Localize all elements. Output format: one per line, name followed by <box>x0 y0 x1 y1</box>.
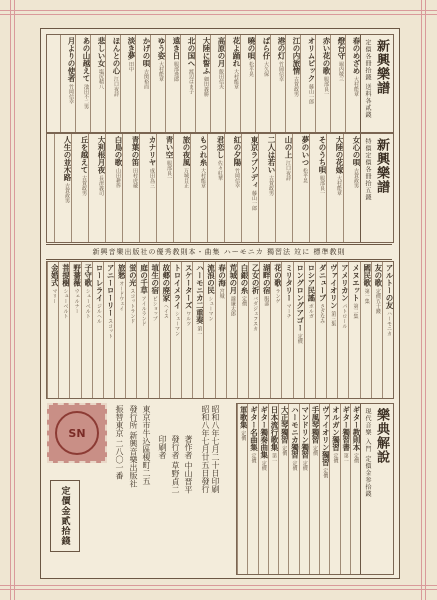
catalog-entry <box>258 134 275 242</box>
border-line <box>425 0 426 600</box>
mid-catalog-section <box>46 133 394 243</box>
entry-title: ギター名曲集 <box>249 406 259 451</box>
catalog-entry <box>326 134 343 242</box>
entry-subtitle: 松平晃 <box>302 168 308 184</box>
entry-title: 友の歌 <box>373 264 383 287</box>
entry-title: オルガン獨習 <box>331 406 341 451</box>
entry-title: 流浪の民 <box>206 264 216 294</box>
entry-subtitle: 細田義勝 <box>203 76 209 97</box>
entry-subtitle: 古関裕而 <box>143 69 149 90</box>
entry-title: ミリタリー <box>284 264 294 302</box>
catalog-entry <box>181 262 192 398</box>
entry-subtitle: ボルガ <box>307 303 314 319</box>
entry-subtitle: 渡辺はま子 <box>188 69 194 95</box>
entry-title: ロシア民謠 <box>306 264 316 302</box>
catalog-entry <box>122 134 139 242</box>
catalog-entry <box>224 134 241 242</box>
entry-subtitle: シューマン <box>207 296 214 322</box>
entry-subtitle: 第三集 <box>330 311 337 327</box>
entry-title: 乙女の祈 <box>251 264 261 294</box>
catalog-entry <box>285 35 300 132</box>
entry-subtitle: 大村能章 <box>353 76 359 97</box>
entry-subtitle: 服部逸郎 <box>173 61 179 82</box>
catalog-entry <box>237 262 248 398</box>
entry-title: 北の国へ <box>187 37 196 67</box>
entry-subtitle: パトロール <box>341 303 348 329</box>
entry-title: 遠き日 <box>172 37 181 60</box>
catalog-entry <box>345 35 360 132</box>
entry-subtitle: マーチ <box>285 303 292 319</box>
catalog-entry <box>225 35 240 132</box>
catalog-entry <box>315 35 330 132</box>
entry-subtitle: 定價 <box>281 445 288 456</box>
catalog-entry <box>150 35 165 132</box>
entry-subtitle: 大久保 <box>263 61 269 77</box>
entry-subtitle: 定價 <box>296 333 303 344</box>
price-box: 定價金貳拾錢 <box>50 480 80 552</box>
catalog-entry <box>299 404 309 574</box>
entry-subtitle: 竹岡信幸 <box>234 168 240 189</box>
entry-subtitle: 田中 <box>128 61 134 72</box>
entry-title: オリムピック <box>307 37 316 82</box>
entry-title: アルトーの友 <box>385 264 394 309</box>
entry-subtitle: 第一 <box>342 453 349 464</box>
entry-subtitle: 定價 <box>240 296 247 307</box>
border-line <box>14 0 15 600</box>
entry-subtitle: 定價 <box>250 453 257 464</box>
entry-title: 丘を越えて <box>80 136 89 174</box>
entry-title: 人生の並木路 <box>63 136 72 181</box>
border-line <box>0 14 437 15</box>
entry-subtitle: 服部良一 <box>166 160 172 181</box>
entry-title: 旅の夜風 <box>182 136 191 166</box>
entry-title: 花の歌 <box>273 264 283 287</box>
catalog-entry <box>255 35 270 132</box>
entry-title: アニーローリー <box>106 264 116 317</box>
entry-subtitle: 池田不二男 <box>83 84 89 110</box>
entry-title: 月よりの使者 <box>67 37 76 82</box>
catalog-entry <box>340 404 350 574</box>
catalog-entry <box>69 262 80 398</box>
catalog-entry <box>159 262 170 398</box>
catalog-entry <box>192 262 203 398</box>
catalog-entry <box>343 134 360 242</box>
entry-subtitle: 竹岡信幸 <box>68 84 74 105</box>
entry-title: 大利根月夜 <box>97 136 106 174</box>
entry-title: 湖畔の宿 <box>262 264 272 294</box>
entry-subtitle: 大村能章 <box>233 69 239 90</box>
colophon-line: 東京市牛込區榎町二五 <box>142 405 151 485</box>
catalog-entry <box>350 404 360 574</box>
entry-subtitle: ランゲ <box>274 288 281 304</box>
catalog-entry <box>237 404 247 574</box>
entry-title: 春のめざめ <box>352 37 361 75</box>
entry-title: ヴァイオリン獨習 <box>321 406 331 466</box>
entry-subtitle: 佐々紅華 <box>217 160 223 181</box>
entry-subtitle: 定價 <box>291 460 298 471</box>
entry-subtitle: 堀内敬三 <box>338 61 344 82</box>
catalog-entry <box>215 262 226 398</box>
entry-title: 二人は若い <box>267 136 276 174</box>
revenue-stamp <box>47 403 107 463</box>
catalog-entry <box>226 262 237 398</box>
entry-title: ハーモニカ獨習 <box>290 406 300 459</box>
entry-title: 白銀の糸 <box>239 264 249 294</box>
catalog-entry <box>165 35 180 132</box>
catalog-entry <box>330 35 345 132</box>
entry-title: メヌエット <box>351 264 361 302</box>
entry-subtitle: 江口夜詩 <box>113 76 119 97</box>
entry-subtitle: スコット <box>107 318 114 339</box>
catalog-entry <box>135 35 150 132</box>
entry-subtitle: 藤山一郎 <box>308 84 314 105</box>
entry-subtitle: 江口夜詩 <box>285 160 291 181</box>
entry-title: ギター獨習書 <box>341 406 351 451</box>
entry-title: 金婚式 <box>50 264 60 287</box>
catalog-entry <box>288 404 298 574</box>
catalog-entry <box>293 262 304 398</box>
entry-subtitle: 服部良一 <box>319 175 325 196</box>
border-line <box>0 585 437 586</box>
entry-title: マンドリン獨習 <box>300 406 310 459</box>
catalog-entry <box>90 35 105 132</box>
border-line <box>0 10 437 11</box>
entry-subtitle: 宮城 <box>218 288 225 299</box>
catalog-entry <box>247 404 257 574</box>
entry-subtitle: 松平晃 <box>248 61 254 77</box>
entry-subtitle: ビショップ <box>151 296 158 322</box>
catalog-entry <box>371 262 382 398</box>
catalog-entry <box>329 404 339 574</box>
catalog-entry <box>88 134 105 242</box>
catalog-entry <box>71 134 88 242</box>
entry-subtitle: 定價 <box>260 460 267 471</box>
colophon-line: 印刷者 <box>158 435 167 459</box>
catalog-entry <box>170 262 181 398</box>
entry-subtitle: 田村虎蔵 <box>132 168 138 189</box>
lower-catalog-section <box>46 261 394 399</box>
catalog-entry <box>120 35 135 132</box>
entry-subtitle: 古賀政男 <box>81 175 87 196</box>
entry-title: 君恋し <box>216 136 225 159</box>
colophon-line: 振替東京 二八〇一番 <box>115 405 124 480</box>
entry-subtitle: 竹岡信幸 <box>278 61 284 82</box>
entry-subtitle: 服部良一 <box>323 76 329 97</box>
entry-title: トロイメライ <box>173 264 183 309</box>
catalog-entry <box>203 262 214 398</box>
entry-title: 荒城の月 <box>228 264 238 294</box>
entry-title: ばら仔 <box>262 37 271 60</box>
entry-title: 江の内旅情 <box>292 37 301 75</box>
entry-title: ローレライ <box>94 264 104 302</box>
entry-title: 青葉の笛 <box>131 136 140 166</box>
catalog-entry <box>270 262 281 398</box>
top-catalog-title: 新興樂譜 定價各冊拾錢 送料各貳錢 <box>360 35 393 132</box>
entry-title: 淡き夢 <box>127 37 136 60</box>
entry-title: 山の上 <box>284 136 293 159</box>
entry-title: 悲しい女 <box>97 37 106 67</box>
catalog-entry <box>278 404 288 574</box>
entry-subtitle: バダジェフスカ <box>252 296 259 332</box>
entry-title: 青い空 <box>165 136 174 159</box>
catalog-entry <box>103 262 114 398</box>
entry-title: ギター教則本 <box>352 406 361 451</box>
catalog-entry <box>58 262 69 398</box>
catalog-entry <box>136 262 147 398</box>
entry-title: 旅愁 <box>117 264 127 279</box>
entry-title: 赤い花の歌 <box>322 37 331 75</box>
entry-title: ハーモニカ二重奏 <box>195 264 205 324</box>
method-books-title: 樂典解說 現代音樂 入門 定價金参拾錢 <box>360 404 393 574</box>
catalog-entry <box>292 134 309 242</box>
catalog-entry <box>268 404 278 574</box>
catalog-entry <box>281 262 292 398</box>
border-line <box>10 0 11 600</box>
colophon-line: 發行所 新興音樂出版社 <box>129 405 138 488</box>
entry-subtitle: スコットランド <box>129 288 136 324</box>
border-line <box>421 0 422 600</box>
catalog-entry <box>180 35 195 132</box>
entry-title: 大陸に誓ふ <box>202 37 211 75</box>
colophon-line: 著作者 中山晋平 <box>184 435 193 494</box>
top-catalog-section <box>46 34 394 133</box>
catalog-entry <box>319 404 329 574</box>
entry-subtitle: 服部 <box>263 296 270 307</box>
entry-subtitle: シューベルト <box>62 288 69 319</box>
entry-subtitle: 万城目正 <box>183 168 189 189</box>
catalog-entry <box>190 134 207 242</box>
entry-subtitle: 第二集 <box>352 303 359 319</box>
entry-title: 野薔薇 <box>72 264 82 287</box>
entry-subtitle: 定價 <box>240 430 247 441</box>
entry-title: 國民歌 <box>362 264 372 287</box>
entry-subtitle: 定價 <box>353 453 359 464</box>
catalog-entry <box>47 262 58 398</box>
entry-subtitle: さざなみ <box>319 303 326 324</box>
catalog-entry <box>75 35 90 132</box>
entry-subtitle: 藤山一郎 <box>251 190 257 211</box>
entry-subtitle: ハーモニカ <box>386 311 392 337</box>
catalog-entry <box>148 262 159 398</box>
catalog-entry <box>275 134 292 242</box>
entry-subtitle: 定價 <box>301 460 308 471</box>
entry-subtitle: 大村能章 <box>336 175 342 196</box>
mid-catalog-title: 新興樂譜 特價定價各冊拾五錢 <box>360 134 393 242</box>
entry-subtitle: ワルツ <box>185 311 192 327</box>
catalog-entry <box>210 35 225 132</box>
catalog-entry <box>156 134 173 242</box>
entry-title: アメリカン <box>340 264 350 302</box>
entry-title: あの山越えて <box>82 37 91 82</box>
catalog-entry <box>173 134 190 242</box>
catalog-entry <box>382 262 393 398</box>
entry-title: 大陸の花嫁 <box>335 136 344 174</box>
catalog-entry <box>81 262 92 398</box>
entry-subtitle: 第一集 <box>363 288 370 304</box>
entry-title: 故郷の廃家 <box>161 264 171 302</box>
catalog-entry <box>348 262 359 398</box>
entry-title: 東京ラプソディ <box>250 136 259 189</box>
entry-subtitle: 定價 <box>332 453 339 464</box>
catalog-entry <box>259 262 270 398</box>
catalog-entry <box>54 134 71 242</box>
entry-subtitle: 成田為三 <box>149 168 155 189</box>
entry-title: スケーターズ <box>184 264 194 309</box>
catalog-entry <box>240 35 255 132</box>
entry-title: 日本流行歌集 <box>270 406 279 451</box>
catalog-entry <box>360 262 371 398</box>
catalog-entry <box>125 262 136 398</box>
entry-subtitle: ヘイス <box>162 303 169 319</box>
entry-subtitle: 長津義司 <box>98 175 104 196</box>
catalog-entry <box>195 35 210 132</box>
entry-subtitle: 古賀政男 <box>268 175 274 196</box>
entry-subtitle: アイルランド <box>140 296 147 327</box>
entry-title: ほんとの心 <box>112 37 121 75</box>
entry-title: ダニューブ <box>318 264 328 302</box>
entry-subtitle: オードウェイ <box>118 281 125 312</box>
entry-title: ロングロングアゴー <box>295 264 305 332</box>
entry-subtitle: 飯田信夫 <box>218 69 224 90</box>
entry-subtitle: 大村能章 <box>158 61 164 82</box>
colophon-line: 昭和八年七月二十日印刷 <box>211 405 220 493</box>
entry-title: 庭の千草 <box>139 264 149 294</box>
entry-title: ゆう姿 <box>157 37 166 60</box>
entry-subtitle: マリー <box>51 288 58 304</box>
entry-title: 軍歌集 <box>239 406 249 429</box>
catalog-entry <box>337 262 348 398</box>
method-books-section <box>236 403 394 575</box>
entry-subtitle: 定價 <box>322 468 329 479</box>
entry-subtitle: 定價五十錢 <box>374 288 381 314</box>
entry-subtitle: 第一 <box>196 326 203 337</box>
entry-title: そのうち唄 <box>318 136 327 174</box>
catalog-entry <box>315 262 326 398</box>
entry-title: ギター獨奏曲集 <box>259 406 269 459</box>
entry-title: 埴生の宿 <box>150 264 160 294</box>
entry-subtitle: 古賀政男 <box>353 168 359 189</box>
catalog-entry <box>92 262 103 398</box>
entry-title: 手風琴獨習 <box>311 406 320 444</box>
entry-subtitle: 古賀政男 <box>64 183 70 204</box>
entry-title: 高原の月 <box>217 37 226 67</box>
catalog-entry <box>241 134 258 242</box>
entry-title: 紅の夕陽 <box>233 136 242 166</box>
entry-title: 花よ踊れ <box>232 37 241 67</box>
entry-subtitle: 定價 <box>312 445 318 456</box>
entry-title: 女心の唄 <box>352 136 361 166</box>
entry-title: かげの唄 <box>142 37 151 67</box>
entry-subtitle: 瀧廉太郎 <box>229 296 236 317</box>
catalog-entry <box>60 35 75 132</box>
colophon-line: 昭和八年七月廿五日發行 <box>201 405 210 493</box>
catalog-entry <box>300 35 315 132</box>
colophon-line: 發行者 草野貞二 <box>171 435 180 494</box>
entry-title: 白鳥の歌 <box>114 136 123 166</box>
catalog-entry <box>326 262 337 398</box>
entry-subtitle: シューベルト <box>84 288 91 319</box>
stamp-seal: SN <box>55 411 99 455</box>
entry-title: もつれ糸 <box>199 136 208 166</box>
entry-subtitle: 大村能章 <box>200 168 206 189</box>
catalog-entry <box>304 262 315 398</box>
entry-title: 子守歌 <box>83 264 93 287</box>
entry-title: 菩提樹 <box>61 264 71 287</box>
entry-title: 燈台守 <box>337 37 346 60</box>
entry-subtitle: 第一 <box>271 453 277 464</box>
publisher-banner: 新興音樂出版社の優秀教則本・曲集 ハーモニカ 獨習法 竝に 標準教則 <box>46 244 392 260</box>
entry-title: カナリヤ <box>148 136 157 166</box>
entry-subtitle: ジルヘル <box>95 303 102 324</box>
entry-subtitle: 山田耕筰 <box>115 168 121 189</box>
catalog-entry <box>309 404 319 574</box>
entry-title: 春の海 <box>217 264 227 287</box>
entry-title: 大正琴獨習 <box>280 406 290 444</box>
catalog-entry <box>270 35 285 132</box>
entry-subtitle: 塩尻精八 <box>98 69 104 90</box>
catalog-entry <box>207 134 224 242</box>
catalog-entry <box>258 404 268 574</box>
entry-title: 曉の唄 <box>247 37 256 60</box>
catalog-entry <box>309 134 326 242</box>
entry-title: 蛍の光 <box>128 264 138 287</box>
border-line <box>0 589 437 590</box>
entry-subtitle: シューマン <box>174 311 181 337</box>
catalog-entry <box>139 134 156 242</box>
catalog-entry <box>105 134 122 242</box>
entry-title: ヴァイオリン <box>329 264 339 309</box>
entry-title: 港の灯 <box>277 37 286 60</box>
catalog-entry <box>114 262 125 398</box>
entry-subtitle: ウェルナー <box>73 288 80 314</box>
catalog-entry <box>248 262 259 398</box>
catalog-entry <box>105 35 120 132</box>
entry-title: 夢のいつ <box>301 136 310 166</box>
entry-subtitle: 古賀政男 <box>293 76 299 97</box>
